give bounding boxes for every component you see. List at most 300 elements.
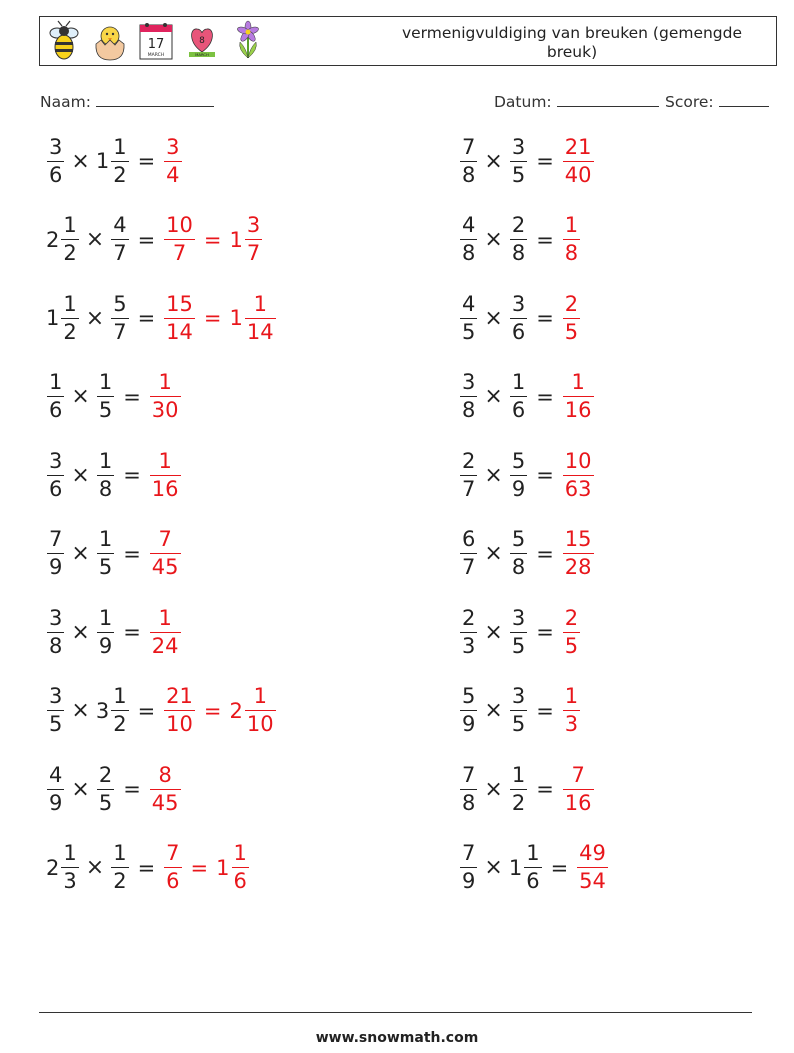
factor-b-number (509, 606, 528, 659)
factor-b-number (509, 292, 528, 345)
answer-improper-number (163, 684, 196, 737)
factor-a-fraction (47, 684, 64, 737)
factor-a-number (46, 213, 80, 266)
answer-improper-denominator: 30 (151, 398, 179, 422)
factor-a-denominator: 7 (462, 555, 476, 579)
answer-improper-denominator: 45 (151, 790, 179, 815)
answer-improper-denominator: 6 (166, 869, 180, 893)
factor-a-fraction (460, 213, 477, 266)
times-sign: × (71, 541, 90, 566)
problem-item (459, 602, 581, 662)
problem-item (46, 288, 277, 348)
answer-improper-fraction (563, 292, 580, 345)
factor-a-fraction (47, 370, 64, 423)
times-sign: × (71, 462, 90, 488)
answer-mixed-fraction (245, 213, 262, 266)
factor-b-denominator: 8 (511, 241, 526, 265)
factor-b-numerator: 1 (98, 527, 113, 551)
answer-improper-fraction (563, 370, 594, 423)
factor-b-fraction (111, 292, 128, 345)
answer-improper-denominator: 10 (166, 712, 193, 736)
answer-mixed-whole: 1 (229, 306, 243, 330)
answer-mixed-denominator: 14 (246, 319, 274, 344)
answer-improper-denominator: 5 (564, 633, 579, 658)
factor-a-fraction (460, 449, 477, 502)
factor-b-denominator: 7 (113, 241, 127, 265)
factor-a-numerator: 3 (462, 370, 476, 394)
factor-a-numerator: 4 (462, 291, 476, 316)
factor-b-number (110, 841, 129, 894)
answer-equals-sign: = (203, 698, 222, 723)
factor-a-numerator: 3 (49, 134, 63, 159)
factor-b-numerator: 3 (511, 684, 526, 708)
factor-a-denominator: 8 (462, 241, 476, 265)
answer-improper-numerator: 15 (564, 527, 592, 551)
factor-b-number (96, 449, 115, 502)
factor-a-denominator: 8 (462, 162, 476, 187)
answer (562, 527, 595, 580)
answer-mixed-whole: 1 (216, 855, 230, 880)
factor-a-number (46, 292, 80, 345)
factor-b-denominator: 5 (98, 790, 113, 815)
times-sign: × (484, 698, 503, 723)
factor-a-numerator: 5 (462, 684, 476, 708)
answer-mixed-numerator: 3 (246, 213, 261, 237)
answer (163, 213, 263, 266)
factor-b-numerator: 1 (113, 134, 127, 159)
answer (163, 841, 250, 894)
factor-b-denominator: 5 (98, 555, 113, 579)
factor-a-whole: 2 (46, 227, 60, 252)
answer (149, 449, 182, 502)
factor-b-numerator: 4 (113, 213, 127, 237)
factor-a-denominator: 9 (49, 555, 63, 579)
factor-a-denominator: 3 (462, 633, 476, 658)
factor-a-number (459, 292, 478, 345)
answer (576, 841, 609, 894)
factor-b-numerator: 1 (526, 841, 540, 865)
worksheet-title: vermenigvuldiging van breuken (gemengde breuk) (401, 24, 743, 61)
factor-b-numerator: 3 (511, 134, 526, 159)
header-icons (46, 20, 266, 62)
factor-b-fraction (97, 449, 114, 502)
answer-mixed-whole: 1 (229, 227, 243, 252)
answer-improper-number (163, 841, 182, 894)
answer-improper-numerator: 21 (166, 684, 193, 708)
factor-a-number (459, 606, 478, 659)
factor-a-numerator: 1 (63, 213, 77, 237)
answer-improper-fraction (563, 135, 594, 188)
factor-b-numerator: 5 (113, 291, 127, 316)
date-field (494, 92, 659, 111)
factor-a-fraction (460, 684, 477, 737)
answer-improper-numerator: 10 (564, 448, 592, 473)
factor-b-numerator: 3 (511, 291, 526, 316)
factor-a-number (46, 606, 65, 659)
factor-a-denominator: 9 (462, 712, 476, 736)
factor-a-numerator: 1 (63, 841, 77, 865)
score-field (665, 92, 769, 111)
factor-a-fraction (61, 841, 78, 894)
factor-b-numerator: 3 (511, 605, 526, 630)
factor-a-number (46, 684, 65, 737)
date-blank[interactable] (557, 92, 659, 107)
times-sign: × (484, 462, 503, 488)
answer-improper-number (562, 449, 595, 502)
answer-improper-denominator: 40 (564, 162, 592, 187)
factor-a-denominator: 8 (462, 398, 476, 422)
answer (149, 606, 182, 659)
problem-item (459, 759, 595, 819)
problem-item (46, 445, 182, 505)
answer (163, 135, 182, 188)
score-blank[interactable] (719, 92, 769, 107)
answer-improper-denominator: 8 (564, 241, 579, 265)
factor-b-denominator: 8 (511, 555, 526, 579)
factor-b-fraction (510, 606, 527, 659)
factor-b-number (509, 213, 528, 266)
times-sign: × (484, 855, 503, 880)
answer-mixed-numerator: 1 (253, 684, 267, 708)
answer-improper-numerator: 7 (571, 762, 585, 787)
answer-improper-number (163, 292, 196, 345)
factor-a-denominator: 5 (462, 319, 476, 344)
answer-improper-numerator: 1 (564, 213, 579, 237)
factor-a-fraction (460, 292, 477, 345)
problem-item (46, 210, 263, 270)
factor-b-numerator: 2 (98, 762, 113, 787)
factor-a-fraction (47, 527, 64, 580)
answer (163, 292, 276, 345)
factor-a-whole: 1 (46, 306, 60, 330)
factor-b-denominator: 6 (511, 319, 526, 344)
answer-improper-number (149, 449, 182, 502)
answer-improper-numerator: 1 (158, 605, 172, 630)
answer (562, 370, 595, 423)
factor-b-number (96, 606, 115, 659)
factor-b-number (96, 370, 115, 423)
answer (562, 135, 595, 188)
factor-b-denominator: 6 (526, 869, 540, 893)
answer-improper-fraction (577, 841, 608, 894)
factor-b-denominator: 8 (98, 476, 113, 501)
answer-improper-number (562, 135, 595, 188)
answer-mixed-number (216, 841, 250, 894)
factor-a-number (46, 763, 65, 816)
answer-improper-fraction (150, 763, 181, 816)
answer-improper-number (562, 684, 581, 737)
answer-improper-number (576, 841, 609, 894)
times-sign: × (484, 776, 503, 802)
factor-b-number (110, 213, 129, 266)
equals-sign: = (536, 541, 554, 566)
factor-a-fraction (47, 606, 64, 659)
factor-a-numerator: 7 (49, 527, 63, 551)
factor-a-number (459, 684, 478, 737)
answer-improper-fraction (563, 213, 580, 266)
factor-a-fraction (460, 135, 477, 188)
equals-sign: = (123, 541, 141, 566)
factor-b-whole: 1 (508, 855, 523, 880)
factor-b-fraction (510, 449, 527, 502)
factor-b-fraction (97, 763, 114, 816)
factor-b-fraction (524, 841, 541, 894)
factor-b-number (110, 292, 129, 345)
factor-b-numerator: 1 (511, 762, 526, 787)
answer-improper-fraction (563, 763, 594, 816)
factor-b-fraction (111, 684, 128, 737)
answer-improper-fraction (164, 684, 195, 737)
factor-a-denominator: 8 (49, 633, 63, 658)
problem-item (46, 131, 183, 191)
factor-a-fraction (460, 370, 477, 423)
problem-item (459, 288, 581, 348)
factor-a-number (459, 213, 478, 266)
answer-mixed-number (230, 213, 264, 266)
factor-a-fraction (61, 292, 78, 345)
answer-improper-fraction (150, 527, 181, 580)
factor-a-fraction (61, 213, 78, 266)
factor-a-number (46, 449, 65, 502)
factor-b-fraction (111, 135, 128, 188)
answer-improper-number (562, 292, 581, 345)
times-sign: × (484, 227, 503, 252)
factor-a-denominator: 6 (49, 476, 63, 501)
factor-b-denominator: 5 (98, 398, 113, 422)
answer-mixed-denominator: 6 (233, 869, 247, 893)
times-sign: × (71, 776, 90, 802)
times-sign: × (484, 384, 503, 409)
answer-improper-fraction (563, 527, 594, 580)
answer-equals-sign: = (203, 227, 222, 252)
factor-b-fraction (111, 841, 128, 894)
equals-sign: = (123, 620, 141, 644)
answer (562, 684, 581, 737)
answer-improper-numerator: 3 (166, 134, 180, 159)
bee-icon (46, 20, 82, 62)
answer-improper-numerator: 21 (564, 134, 592, 159)
answer-improper-fraction (150, 606, 181, 659)
problem-item (459, 210, 581, 270)
factor-b-fraction (510, 292, 527, 345)
answer-equals-sign: = (190, 855, 209, 880)
times-sign: × (71, 698, 90, 723)
answer-improper-denominator: 16 (151, 476, 179, 501)
answer-improper-denominator: 63 (564, 476, 592, 501)
answer-mixed-numerator: 1 (233, 841, 247, 865)
factor-a-number (46, 135, 65, 188)
answer (562, 213, 581, 266)
factor-b-numerator: 5 (511, 527, 526, 551)
times-sign: × (484, 619, 503, 645)
heart-month: MARCH (195, 52, 209, 57)
times-sign: × (85, 855, 105, 880)
factor-b-fraction (510, 213, 527, 266)
equals-sign: = (536, 306, 554, 330)
times-sign: × (484, 305, 503, 331)
factor-a-number (459, 135, 478, 188)
factor-b-fraction (510, 370, 527, 423)
factor-b-denominator: 5 (511, 712, 526, 736)
equals-sign: = (536, 149, 554, 173)
factor-b-numerator: 1 (98, 370, 113, 394)
answer-improper-number (149, 763, 182, 816)
factor-a-numerator: 7 (462, 762, 476, 787)
answer-mixed-number (230, 292, 277, 345)
factor-b-whole: 3 (95, 698, 110, 723)
answer (149, 527, 182, 580)
factor-b-denominator: 2 (113, 162, 127, 187)
factor-a-fraction (460, 527, 477, 580)
equals-sign: = (536, 777, 554, 801)
answer-improper-numerator: 1 (571, 370, 585, 394)
factor-b-numerator: 1 (98, 448, 113, 473)
answer-improper-number (562, 763, 595, 816)
name-blank[interactable] (96, 92, 214, 107)
answer-improper-number (562, 370, 595, 423)
times-sign: × (71, 619, 90, 645)
problem-item (459, 445, 595, 505)
calendar-icon (138, 20, 174, 62)
problem-item (46, 524, 182, 584)
answer-improper-denominator: 28 (564, 555, 592, 579)
equals-sign: = (536, 227, 554, 252)
factor-b-fraction (97, 527, 114, 580)
answer-improper-denominator: 14 (166, 319, 193, 344)
answer-improper-numerator: 7 (158, 527, 172, 551)
factor-b-denominator: 5 (511, 633, 526, 658)
factor-b-fraction (510, 135, 527, 188)
answer-improper-number (163, 135, 182, 188)
factor-b-fraction (510, 763, 527, 816)
answer-improper-numerator: 2 (564, 605, 579, 630)
answer-improper-fraction (150, 370, 181, 423)
problem-item (459, 524, 595, 584)
factor-b-numerator: 1 (98, 605, 113, 630)
answer-improper-fraction (164, 292, 195, 345)
calendar-day: 17 (147, 37, 165, 52)
equals-sign: = (123, 463, 141, 487)
answer-improper-fraction (150, 449, 181, 502)
problem-item (46, 681, 277, 741)
factor-b-denominator: 6 (511, 398, 526, 422)
factor-b-numerator: 5 (511, 448, 526, 473)
answer-improper-denominator: 7 (164, 239, 195, 266)
factor-a-number (459, 763, 478, 816)
equals-sign: = (123, 384, 141, 409)
factor-a-denominator: 2 (63, 241, 77, 265)
factor-a-denominator: 3 (63, 869, 77, 893)
answer-mixed-fraction (245, 684, 276, 737)
answer-improper-denominator: 54 (579, 869, 606, 893)
answer-improper-numerator: 2 (564, 291, 579, 316)
factor-b-fraction (111, 213, 128, 266)
answer-improper-fraction (563, 684, 580, 737)
answer-mixed-numerator: 1 (253, 291, 267, 316)
factor-a-number (459, 370, 478, 423)
equals-sign: = (123, 777, 141, 801)
factor-b-number (509, 135, 528, 188)
answer-mixed-whole: 2 (229, 698, 243, 723)
problem-item (459, 131, 595, 191)
factor-a-numerator: 3 (49, 448, 63, 473)
factor-b-denominator: 2 (113, 869, 127, 893)
worksheet-header (39, 16, 777, 66)
answer-mixed-fraction (232, 841, 249, 894)
answer-mixed-number (230, 684, 277, 737)
factor-a-numerator: 3 (49, 605, 63, 630)
factor-a-denominator: 7 (462, 476, 476, 501)
factor-a-denominator: 6 (49, 162, 63, 187)
factor-b-numerator: 2 (511, 213, 526, 237)
equals-sign: = (536, 698, 554, 723)
factor-b-number (509, 841, 543, 894)
factor-a-numerator: 1 (63, 291, 77, 316)
factor-a-number (459, 527, 478, 580)
factor-b-fraction (510, 527, 527, 580)
factor-a-fraction (47, 449, 64, 502)
date-label: Datum: (494, 93, 552, 111)
factor-a-numerator: 2 (462, 448, 476, 473)
factor-a-fraction (460, 606, 477, 659)
factor-b-number (509, 449, 528, 502)
chick-egg-icon (92, 20, 128, 62)
answer (149, 370, 182, 423)
answer-improper-fraction (164, 213, 195, 266)
calendar-month: MARCH (147, 53, 165, 58)
answer-improper-number (562, 527, 595, 580)
equals-sign: = (137, 227, 156, 252)
equals-sign: = (536, 463, 554, 487)
factor-b-number (509, 527, 528, 580)
factor-b-numerator: 1 (113, 684, 127, 708)
factor-b-denominator: 2 (511, 790, 526, 815)
factor-b-number (509, 370, 528, 423)
factor-b-number (96, 684, 130, 737)
answer-improper-denominator: 4 (166, 162, 180, 187)
answer-improper-numerator: 1 (158, 370, 172, 394)
equals-sign: = (536, 620, 554, 644)
factor-b-numerator: 1 (113, 841, 127, 865)
factor-a-denominator: 5 (49, 712, 63, 736)
name-field (40, 92, 214, 111)
equals-sign: = (137, 149, 156, 173)
problem-item (46, 838, 250, 898)
answer (163, 684, 276, 737)
answer-mixed-denominator: 7 (246, 241, 261, 265)
heart-day: 8 (199, 36, 205, 46)
answer-equals-sign: = (203, 306, 222, 330)
problem-item (46, 367, 182, 427)
factor-a-numerator: 2 (462, 605, 476, 630)
answer-improper-denominator: 24 (151, 633, 179, 658)
factor-b-fraction (97, 606, 114, 659)
answer-improper-numerator: 10 (166, 213, 193, 237)
factor-b-number (509, 684, 528, 737)
factor-a-numerator: 4 (462, 213, 476, 237)
problem-item (459, 838, 609, 898)
factor-a-denominator: 9 (49, 790, 63, 815)
equals-sign: = (137, 855, 156, 880)
problem-item (459, 681, 581, 741)
answer-improper-denominator: 45 (151, 555, 179, 579)
answer-improper-numerator: 1 (158, 448, 172, 473)
factor-b-number (96, 527, 115, 580)
score-label: Score: (665, 93, 714, 111)
times-sign: × (85, 227, 105, 252)
answer-improper-numerator: 8 (158, 762, 172, 787)
factor-a-number (46, 527, 65, 580)
